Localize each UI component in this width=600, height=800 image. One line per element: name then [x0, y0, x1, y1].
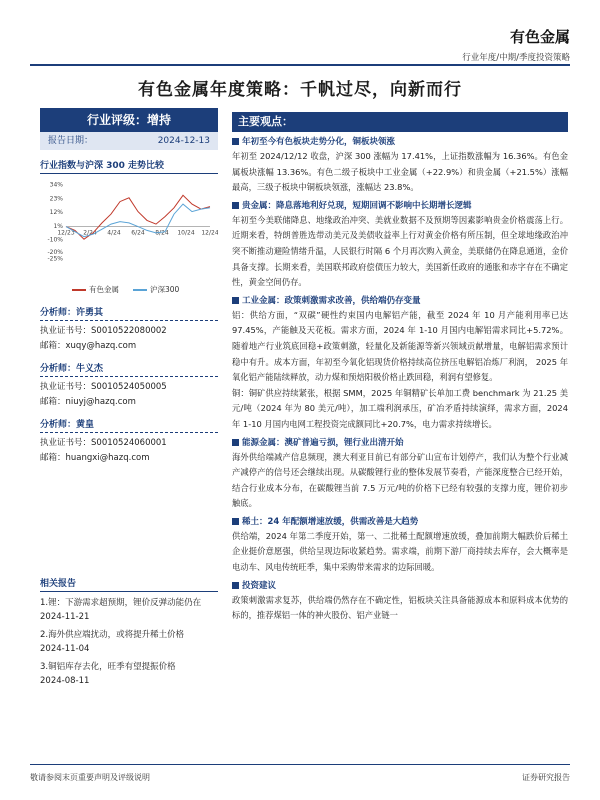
point-paragraph: 供给端，2024 年第二季度开始，第一、二批稀土配额增速放缓，叠加前期大幅跌价后稀土企业挺价意愿强，供给呈现边际收紧趋势。需求端，前期下游厂商持续去库存，会大概率是电动车、风电传统旺季，集中采购带来需求的边际回暖。	[232, 530, 568, 573]
y-tick-label: -10%	[47, 236, 63, 244]
bullet-square-icon	[232, 202, 239, 209]
point-paragraph: 年初至 2024/12/12 收盘，沪深 300 涨幅为 17.41%，上证指数涨幅为 16.36%。有色金属板块涨幅 13.36%。有色二级子板块中工业金属（+22.9%）和贵金属（+21.5%）涨幅最高，三级子板块中铜板块领涨，涨幅达 23.8%。	[232, 151, 568, 193]
analyst-email: 邮箱：niuyj@hazq.com	[40, 397, 136, 407]
legend-swatch-hs300	[133, 289, 147, 291]
email-link[interactable]: huangxi@hazq.com	[65, 453, 150, 463]
x-tick-label: 10/24	[177, 229, 195, 237]
bullet-square-icon	[232, 439, 239, 446]
analyst-block	[40, 361, 218, 407]
chart-container	[40, 178, 218, 282]
report-date-row	[40, 132, 218, 150]
y-tick-label: 23%	[49, 195, 63, 203]
left-sidebar	[40, 108, 218, 463]
point-paragraph: 政策刺激需求复苏，供给端仍然存在不确定性，铝板块关注具备能源成本和原料成本优势的标的，推荐煤铝一体的神火股份、铝产业链一	[232, 594, 568, 621]
related-report-item[interactable]: 2.海外供应端扰动，或将提升稀土价格 2024-11-04	[40, 630, 185, 654]
analyst-cert: 执业证书号：S0010524050005	[40, 382, 167, 392]
related-report-item[interactable]: 3.铜铝库存去化，旺季有望提振价格 2024-08-11	[40, 662, 176, 686]
related-reports	[40, 576, 218, 688]
point-heading: 稀土：24 年配额增速放缓，供需改善是大趋势	[232, 516, 568, 529]
report-category: 证券研究报告	[522, 773, 570, 782]
analyst-block	[40, 417, 218, 463]
analyst-email: 邮箱：huangxi@hazq.com	[40, 453, 150, 463]
chart-legend	[40, 284, 218, 295]
main-points-title: 主要观点：	[232, 112, 568, 132]
y-tick-label: 34%	[49, 181, 63, 189]
bullet-square-icon	[232, 582, 239, 589]
x-tick-label: 4/24	[107, 229, 121, 237]
y-tick-label: -20%	[47, 249, 63, 257]
analyst-name: 分析师：黄皇	[40, 417, 218, 433]
x-tick-label: 12/23	[57, 229, 75, 237]
y-tick-label: 12%	[49, 209, 63, 217]
legend-label-sector: 有色金属	[89, 285, 119, 294]
point-paragraph: 铝：供给方面，“双碳”硬性约束国内电解铝产能，截至 2024 年 10 月产能利用率已达 97.45%，产能触及天花板。需求方面，2024 年 1-10 月国内电解铝需求同比+5.72%。随着地产行业筑底回稳+政策刺激，轻量化及新能源等新兴领域贡献增量，电解铝需求预计稳中有升。成本方面，年初至今氧化铝现货价格持续高位挤压电解铝冶炼厂利润， 2025 年氧化铝产能陆续释放，动力煤和预焙阳极价格止跌回稳，利润有望修复。	[232, 309, 568, 383]
legend-item-sector	[72, 284, 119, 295]
point-heading: 投资建议	[232, 580, 568, 593]
related-reports-title: 相关报告	[40, 576, 218, 592]
bullet-square-icon	[232, 138, 239, 145]
y-tick-label: 1%	[53, 222, 63, 230]
legend-label-hs300: 沪深300	[150, 285, 180, 294]
point-heading: 年初至今有色板块走势分化，铜板块领涨	[232, 136, 568, 149]
analyst-name: 分析师：许勇其	[40, 305, 218, 321]
analyst-email: 邮箱：xuqy@hazq.com	[40, 341, 137, 351]
index-comparison-chart	[40, 178, 218, 278]
report-date-label: 报告日期：	[48, 136, 94, 146]
report-date-value: 2024-12-13	[157, 136, 210, 146]
disclaimer-note: 敬请参阅末页重要声明及评级说明	[30, 773, 150, 782]
point-paragraph: 铜：铜矿供应持续紧张，根据 SMM，2025 年铜精矿长单加工费 benchmark 为 21.25 美元/吨（2024 年为 80 美元/吨），加工端利润承压，矿冶矛盾持续演绎，需求方面，2024 年 1-10 月国内电网工程投资完成额同比+20.7%，电力需求持续增长。	[232, 387, 568, 429]
analyst-cert: 执业证书号：S0010524060001	[40, 438, 167, 448]
bullet-square-icon	[232, 297, 239, 304]
x-tick-label: 8/24	[155, 229, 169, 237]
point-paragraph: 海外供给端减产信息频现，澳大利亚目前已有部分矿山宣布计划停产，我们认为整个行业减产减停产的信号还会继续出现。从碳酸锂行业的整体发展节奏看，产能深度整合已经开始，结合行业成本分布，在碳酸锂当前 7.5 万元/吨的价格下已经有较强的支撑力度，锂价初步触底。	[232, 451, 568, 509]
page-title: 有色金属年度策略：千帆过尽，向新而行	[138, 80, 462, 100]
x-tick-label: 12/24	[201, 229, 218, 237]
email-link[interactable]: niuyj@hazq.com	[65, 397, 136, 407]
legend-swatch-sector	[72, 289, 86, 291]
chart-section-title: 行业指数与沪深 300 走势比较	[40, 158, 218, 174]
report-type: 行业年度/中期/季度投资策略	[462, 53, 570, 63]
analyst-name: 分析师：牛义杰	[40, 361, 218, 377]
related-report-item[interactable]: 1.锂：下游需求超预期，锂价反弹动能仍在 2024-11-21	[40, 598, 202, 622]
point-heading: 工业金属：政策刺激需求改善，供给端仍存变量	[232, 295, 568, 308]
header-rule	[30, 64, 570, 66]
main-points	[232, 112, 568, 624]
y-tick-label: -25%	[47, 255, 63, 263]
analyst-cert: 执业证书号：S0010522080002	[40, 326, 167, 336]
footer-rule	[30, 764, 570, 765]
point-paragraph: 年初至今美联储降息、地缘政治冲突、美就业数据不及预期等因素影响贵金价格震荡上行。近期来看，特朗普胜选带动美元及美债收益率上行对黄金价格有所压制，但全球地缘政治冲突不断推动避险情绪升温，人民银行时隔 6 个月再次购入黄金，美联储仍在降息通道，金价具备支撑。长期来看，美国联邦政府偿债压力较大，美国新任政府的通胀和赤字存在不确定性，黄金空间仍存。	[232, 214, 568, 288]
x-tick-label: 6/24	[131, 229, 145, 237]
sector-name: 有色金属	[509, 28, 570, 46]
rating-badge: 行业评级：增持	[40, 108, 218, 132]
x-tick-label: 2/24	[83, 229, 97, 237]
email-link[interactable]: xuqy@hazq.com	[65, 341, 137, 351]
page-footer	[30, 764, 570, 794]
page-header	[30, 20, 570, 64]
point-heading: 能源金属：澳矿普遍亏损，锂行业出清开始	[232, 437, 568, 450]
point-heading: 贵金属：降息落地利好兑现，短期回调不影响中长期增长逻辑	[232, 200, 568, 213]
analyst-block	[40, 305, 218, 351]
bullet-square-icon	[232, 518, 239, 525]
legend-item-hs300	[133, 284, 179, 295]
